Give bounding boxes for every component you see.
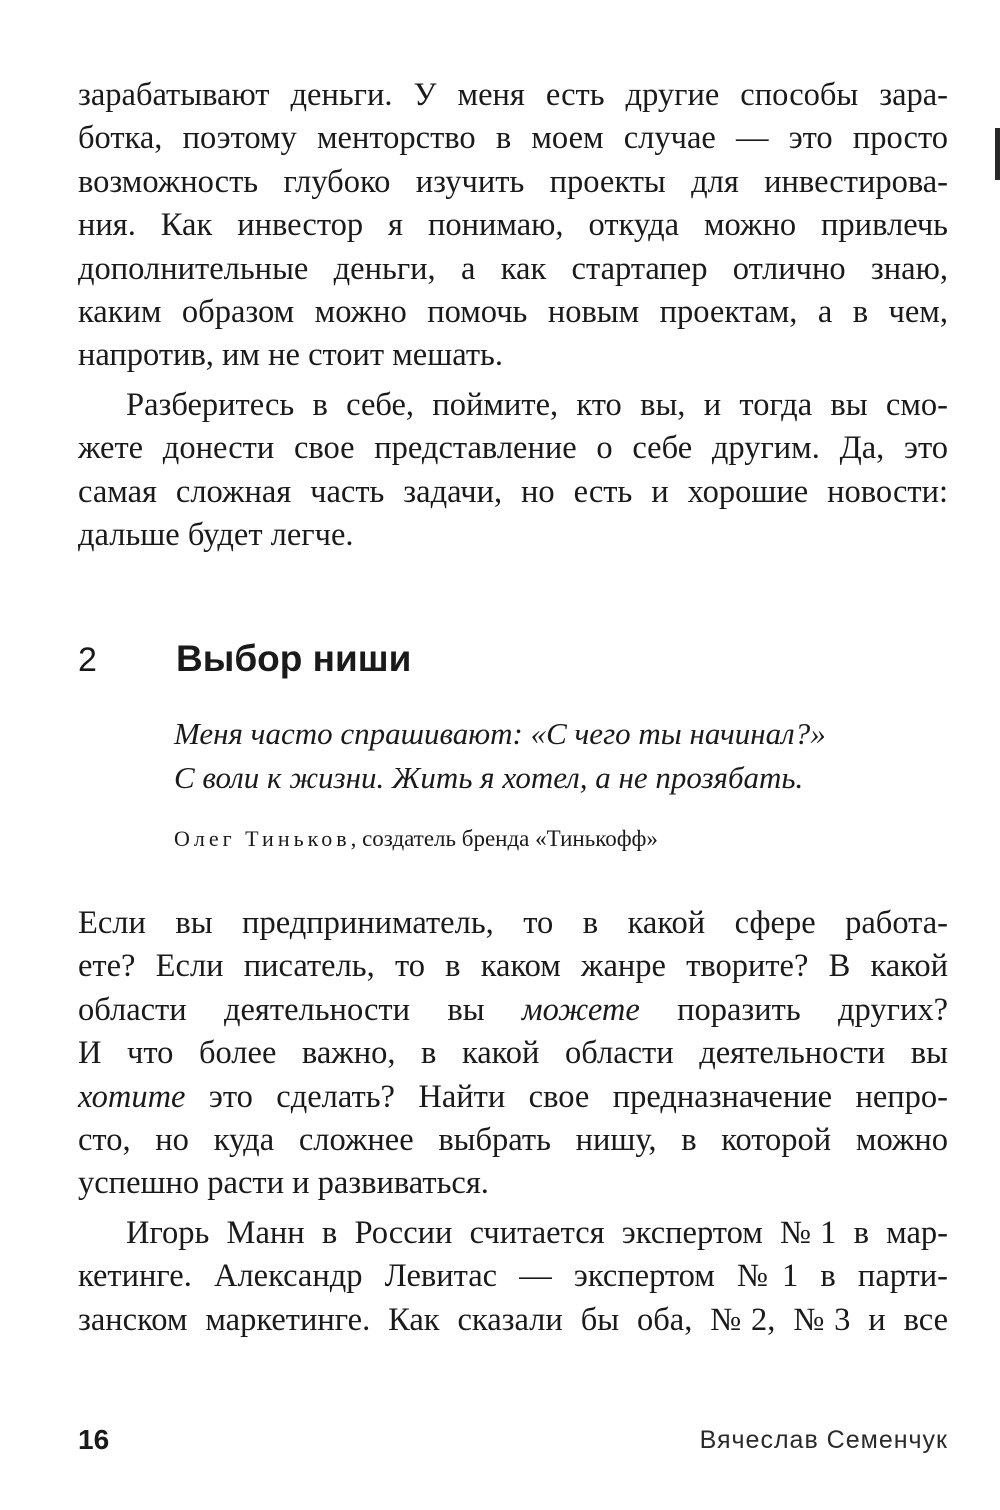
epigraph-line: С воли к жизни. Жить я хотел, а не прозябать. — [174, 760, 804, 795]
text-line: ния. Как инвестор я понимаю, откуда можно привлечь — [78, 207, 948, 244]
text-line: Игорь Манн в России считается экспертом №1 в мар- — [126, 1215, 948, 1251]
text-line: напротив, им не стоит мешать. — [78, 337, 503, 374]
text-line: каким образом можно помочь новым проектам, а в чем, — [78, 294, 948, 331]
paragraph-continuation — [78, 74, 948, 378]
text-line: кетинге. Александр Левитас — экспертом №1 в парти- — [78, 1258, 948, 1295]
text-line — [78, 989, 948, 1032]
text-line: успешно расти и развиваться. — [78, 1165, 489, 1202]
epigraph-quote — [174, 712, 934, 800]
page-footer — [78, 1420, 948, 1464]
epigraph-line: Меня часто спрашивают: «С чего ты начинал?» — [174, 716, 826, 751]
text-fragment: области деятельности вы — [78, 991, 522, 1028]
epigraph-author-role: , создатель бренда «Тинькофф» — [350, 826, 658, 851]
text-line — [78, 1076, 948, 1119]
text-line: сто, но куда сложнее выбрать нишу, в которой можно — [78, 1122, 948, 1159]
text-line: занском маркетинге. Как сказали бы оба, №2, №3 и все — [78, 1301, 948, 1338]
paragraph-niche-questions — [78, 902, 948, 1206]
epigraph-attribution — [174, 822, 658, 856]
text-line: Разберитесь в себе, поймите, кто вы, и тогда вы смо- — [126, 387, 948, 423]
running-author: Вячеслав Семенчук — [699, 1426, 948, 1454]
text-line: дальше будет легче. — [78, 517, 354, 554]
page-number: 16 — [78, 1424, 110, 1455]
text-line: дополнительные деньги, а как стартапер отлично знаю, — [78, 250, 948, 287]
text-line: ете? Если писатель, то в каком жанре творите? В какой — [78, 948, 948, 985]
emphasis-word: можете — [521, 991, 640, 1028]
paragraph-self-understanding — [78, 384, 948, 558]
epigraph-author: Олег Тиньков — [174, 826, 351, 851]
text-line: возможность глубоко изучить проекты для инвестирова- — [78, 163, 948, 200]
text-fragment: поразить других? — [639, 991, 949, 1028]
text-fragment: это сделать? Найти свое предназначение непро- — [185, 1078, 948, 1115]
text-line: самая сложная часть задачи, но есть и хорошие новости: — [78, 473, 948, 510]
text-line: ботка, поэтому менторство в моем случае — это просто — [78, 120, 948, 157]
text-line: жете донести свое представление о себе другим. Да, это — [78, 430, 948, 467]
text-line: зарабатывают деньги. У меня есть другие способы зара- — [78, 77, 948, 113]
page-edge-mark — [995, 128, 1000, 180]
section-number: 2 — [78, 641, 97, 679]
paragraph-experts — [78, 1212, 948, 1342]
section-heading — [78, 630, 948, 690]
emphasis-word: хотите — [78, 1078, 186, 1115]
section-title: Выбор ниши — [176, 638, 412, 679]
text-line: И что более важно, в какой области деятельности вы — [78, 1035, 948, 1072]
text-line: Если вы предприниматель, то в какой сфере работа- — [78, 905, 948, 941]
